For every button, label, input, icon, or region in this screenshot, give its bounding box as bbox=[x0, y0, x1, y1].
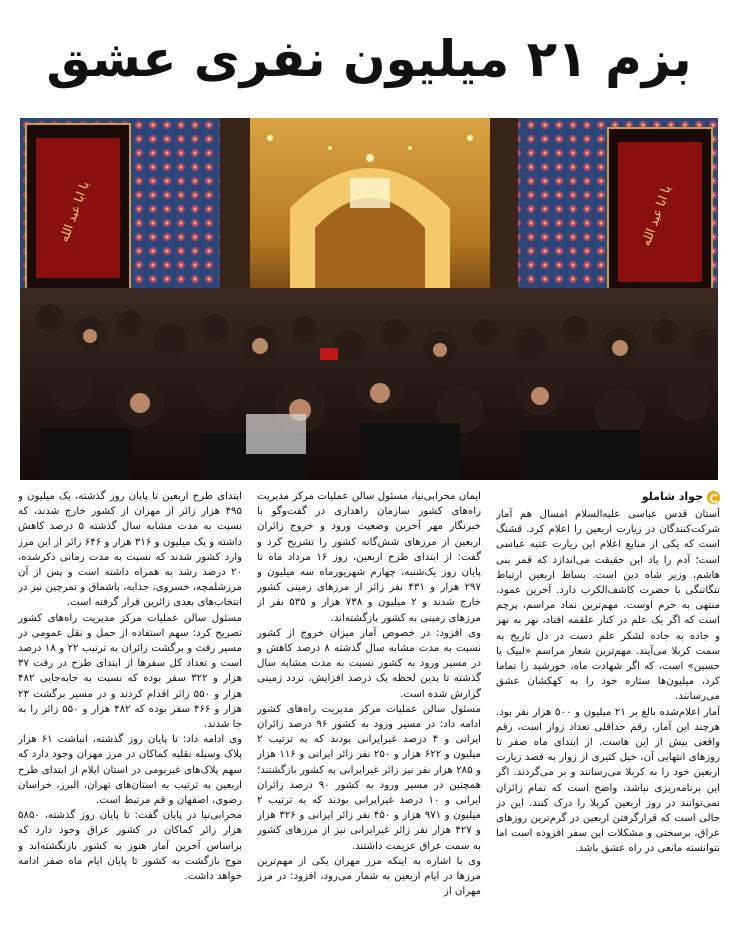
column-right bbox=[496, 489, 720, 925]
left-banner-text: یا ابا عبد الله bbox=[56, 179, 92, 244]
paragraph: وی افزود: در خصوص آمار میزان خروج از کشور نسبت به مدت مشابه سال گذشته ۸ درصد کاهش و در مسیر ورود به کشور نسبت به مدت مشابه سال گذشته تا بدین لحظه یک درصد افزایش، تردد زمینی گزارش شده است. bbox=[257, 627, 481, 700]
column-left bbox=[18, 489, 242, 925]
author-logo-icon bbox=[707, 491, 720, 504]
left-banner bbox=[26, 124, 130, 300]
paragraph: آمار اعلام‌شده بالغ بر ۲۱ میلیون و ۵۰۰ هزار نفر بود. هرچند این آمار، رقم حداقلی تعداد زوار است، رقم واقعی بیش از این هاست. از ابتدای ماه صفر تا روزهای انتهایی آن، خیل کثیری از زوار به قصد زیارت اربعین خود را به کربلا می‌رسانند و بر می‌گردند. اگر این برنامه‌ریزی نباشد، واضح است که تمام زائران نمی‌توانند در روز اربعین کربلا را درک کنند. این در حالی است که قرارگرفتن اربعین در گرم‌ترین روزهای عراق، برسختی و مشکلات این سفر افزوده است اما نتوانسته مانعی در راه عشق باشد. bbox=[496, 706, 720, 855]
paragraph: وی با اشاره به اینکه مرز مهران یکی از مهم‌ترین مرزها در ایام اربعین به شمار می‌رود، افزود: در مرز مهران از bbox=[257, 855, 481, 898]
page-title: بزم ۲۱ میلیون نفری عشق bbox=[46, 30, 692, 88]
chandelier bbox=[350, 178, 390, 208]
column-middle bbox=[257, 489, 481, 925]
author-name: جواد شاملو bbox=[641, 490, 703, 503]
crowd-photo bbox=[20, 118, 718, 480]
right-banner bbox=[608, 128, 712, 304]
paragraph: محرابی‌نیا در پایان گفت: تا پایان روز گذشته، ۵۸۵۰ هزار زائر کماکان در کشور عراق وجود دارد که براساس آخرین آمار هنوز به کشور بازنگشته‌اند و موج بازگشت به کشور تا پایان ایام ماه صفر ادامه خواهد داشت. bbox=[18, 810, 242, 883]
paragraph: ایمان محرابی‌نیا، مسئول سالن عملیات مرکز مدیریت راه‌های کشور سازمان راهداری در گفت‌وگو با خبرنگار مهر آخرین وضعیت ورود و خروج زائران اربعین از مرزهای شش‌گانه کشور را تشریح کرد و گفت: از ابتدای طرح اربعین، روز ۱۶ مرداد ماه تا پایان روز یک‌شنبه، چهارم شهریورماه سه میلیون و ۲۹۷ هزار و ۴۳۱ نفر زائر از مرزهای زمینی کشور خارج شدند و ۲ میلیون و ۷۳۸ هزار و ۵۳۵ نفر از مرزهای زمینی به کشور بازگشته‌اند. bbox=[257, 491, 481, 624]
paragraph: ابتدای طرح اربعین تا پایان روز گذشته، یک میلیون و ۴۹۵ هزار زائر از مهران از کشور خارج شدند، که نسبت به مدت مشابه سال گذشته ۵ درصد کاهش داشته و یک میلیون و ۳۱۶ هزار و ۶۴۶ زائر از این مرز وارد کشور شدند که نسبت به مدت زمانی ذکرشده، ۲۰ درصد رشد به همراه داشته است و پس از آن مرزشلمچه، خسروی، جذابه، باشماق و تمرچین نیز در انتخاب‌های بعدی زائرین قرار گرفته است. bbox=[18, 491, 242, 609]
paragraph: آستان قدس عباسی علیه‌السلام امسال هم آمار شرکت‌کنندگان در زیارت اربعین را اعلام کرد. قشنگ است که یکی از منابع اعلام این زیارت عتبه عباسی است؛ آدم را یاد این حقیقت می‌اندازد که قمر بنی هاشم، وزیر شاه دین است. بساط اربعین ارتباط تنگاتنگی با حضرت کاشف‌الکرب دارد. آخرین عمود، منتهی به حرم اوست. مهم‌ترین نماد مراسم، پرچم است که اگر یک علم در کنار علقمه افتاد، نهر به نهر و جاده به جاده لشکر علم دست در دل تاریخ به سمت کربلا می‌آیند. مهم‌ترین شعار مراسم «لبیک یا حسین» است، که اگر شهادت ماه، خورشید را تماما کرد، میلیون‌ها ستاره خود را به کهکشان عشق می‌رسانند. bbox=[496, 509, 720, 703]
paragraph: مسئول سالن عملیات مرکز مدیریت راه‌های کشور ادامه داد: در مسیر ورود به کشور ۹۶ درصد زائران ایرانی و ۴ درصد غیرایرانی بودند که به ترتیب ۲ میلیون و ۶۲۲ هزار و ۲۵۰ نفر زائر ایرانی و ۱۱۶ هزار و ۲۸۵ هزار نفر نیز زائر غیرایرانی به کشور بازگشتند؛ همچنین در مسیر ورود به کشور ۹۰ درصد زائران ایرانی و ۱۰ درصد غیرایرانی بودند که به ترتیب ۲ میلیون و ۹۷۱ هزار و ۴۵۰ نفر زائر ایرانی و ۳۲۶ هزار و ۴۲۷ هزار نفر زائر غیرایرانی نیز از مرزهای کشور به سمت عراق عزیمت داشتند. bbox=[257, 703, 481, 852]
right-banner-text: یا ابا عبد الله bbox=[638, 183, 674, 248]
byline bbox=[496, 489, 720, 505]
paragraph: وی ادامه داد: تا پایان روز گذشته، انباشت ۶۱ هزار پلاک وسیله نقلیه کماکان در مرز مهران وجود دارد که سهم پلاک‌های غیربومی در استان ایلام از ابتدای طرح اربعین به ترتیب به استان‌های تهران، البرز، خراسان رضوی، اصفهان و قم مرتبط است. bbox=[18, 734, 242, 807]
paragraph: مسئول سالن عملیات مرکز مدیریت راه‌های کشور تصریح کرد: سهم استفاده از حمل و نقل عمومی در مسیر رفت و برگشت زائران به ترتیب ۲۲ و ۱۸ درصد است و تعداد کل سفرها از ابتدای طرح در رفت ۳۷ هزار و ۳۲۲ سفر بوده که نسبت به جابه‌جایی ۴۸۲ هزار و ۵۵۰ زائر اقدام کردند و در مسیر برگشت ۲۳ هزار و ۴۶۶ سفر بوده که ۴۸۲ هزار و ۵۵۰ زائر را به جا شدند. bbox=[18, 612, 242, 731]
